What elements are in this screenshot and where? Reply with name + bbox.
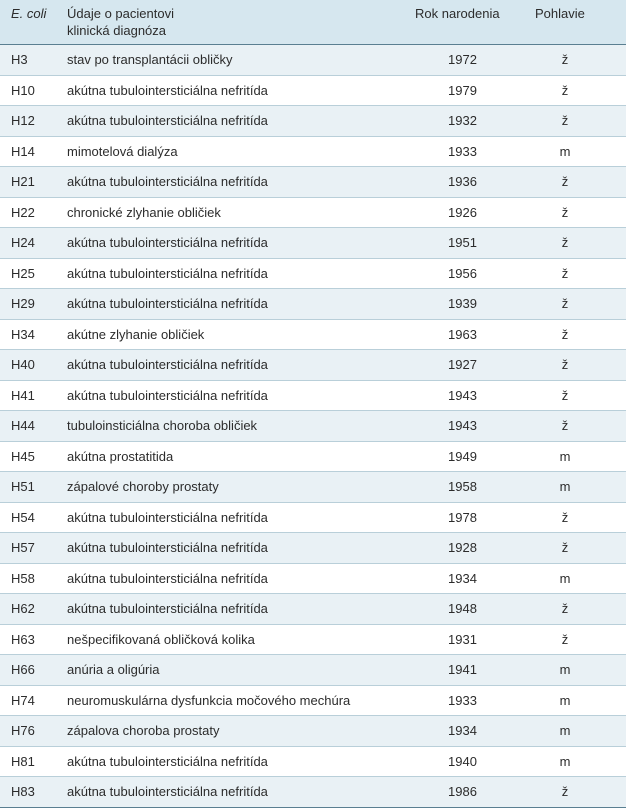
table-row <box>0 442 626 473</box>
cell-sex: m <box>559 723 571 738</box>
header-year: Rok narodenia <box>415 6 500 21</box>
cell-diagnosis: akútna prostatitida <box>67 448 174 464</box>
table-row <box>0 76 626 107</box>
cell-ecoli-id: H10 <box>11 82 35 98</box>
cell-diagnosis: anúria a oligúria <box>67 662 160 677</box>
cell-ecoli-id: H44 <box>11 418 35 433</box>
cell-sex: ž <box>561 784 569 799</box>
cell-diagnosis: akútna tubulointersticiálna nefritída <box>67 601 268 616</box>
cell-ecoli-id: H12 <box>11 113 35 128</box>
cell-birth-year: 1934 <box>448 723 477 738</box>
table-row <box>0 503 626 534</box>
cell-ecoli-id: H34 <box>11 326 35 342</box>
table-row <box>0 289 626 320</box>
table-row <box>0 167 626 198</box>
cell-sex: ž <box>561 174 569 189</box>
cell-birth-year: 1978 <box>448 509 477 525</box>
cell-diagnosis: akútna tubulointersticiálna nefritída <box>67 82 268 98</box>
table-row <box>0 747 626 778</box>
table-header <box>0 0 626 45</box>
cell-sex: ž <box>561 631 569 647</box>
cell-ecoli-id: H51 <box>11 479 35 494</box>
cell-diagnosis: neuromuskulárna dysfunkcia močového mechúra <box>67 692 351 708</box>
cell-sex: ž <box>561 509 569 525</box>
cell-ecoli-id: H45 <box>11 448 35 464</box>
cell-sex: m <box>559 753 571 769</box>
cell-ecoli-id: H81 <box>11 753 35 769</box>
header-ecoli: E. coli <box>11 6 47 21</box>
cell-sex: ž <box>561 357 569 372</box>
cell-birth-year: 1948 <box>448 601 477 616</box>
cell-diagnosis: akútne zlyhanie obličiek <box>67 326 205 342</box>
cell-ecoli-id: H29 <box>11 296 35 311</box>
cell-sex: m <box>559 143 571 159</box>
cell-diagnosis: akútna tubulointersticiálna nefritída <box>67 570 268 586</box>
table-row <box>0 777 626 808</box>
cell-sex: ž <box>561 82 569 98</box>
cell-diagnosis: akútna tubulointersticiálna nefritída <box>67 784 268 799</box>
cell-ecoli-id: H76 <box>11 723 35 738</box>
cell-diagnosis: nešpecifikovaná obličková kolika <box>67 631 255 647</box>
cell-diagnosis: akútna tubulointersticiálna nefritída <box>67 540 268 555</box>
cell-diagnosis: zápalové choroby prostaty <box>67 479 219 494</box>
cell-diagnosis: tubuloinsticiálna choroba obličiek <box>67 418 258 433</box>
cell-diagnosis: akútna tubulointersticiálna nefritída <box>67 113 268 128</box>
cell-birth-year: 1943 <box>448 418 477 433</box>
cell-diagnosis: zápalova choroba prostaty <box>67 723 220 738</box>
cell-birth-year: 1927 <box>448 357 477 372</box>
cell-sex: ž <box>561 52 569 67</box>
cell-birth-year: 1931 <box>448 631 477 647</box>
table-body <box>0 45 626 808</box>
cell-diagnosis: akútna tubulointersticiálna nefritída <box>67 357 268 372</box>
cell-sex: ž <box>561 601 569 616</box>
cell-sex: m <box>559 448 571 464</box>
table-row <box>0 625 626 656</box>
cell-sex: ž <box>561 296 569 311</box>
cell-ecoli-id: H14 <box>11 143 35 159</box>
cell-birth-year: 1933 <box>448 692 477 708</box>
cell-ecoli-id: H3 <box>11 52 28 67</box>
table-row <box>0 564 626 595</box>
cell-ecoli-id: H83 <box>11 784 35 799</box>
cell-birth-year: 1956 <box>448 265 477 281</box>
cell-diagnosis: akútna tubulointersticiálna nefritída <box>67 174 268 189</box>
cell-birth-year: 1972 <box>448 52 477 67</box>
cell-birth-year: 1933 <box>448 143 477 159</box>
cell-sex: ž <box>561 326 569 342</box>
cell-birth-year: 1963 <box>448 326 477 342</box>
cell-sex: m <box>559 662 571 677</box>
cell-birth-year: 1951 <box>448 235 477 250</box>
table-row <box>0 228 626 259</box>
cell-ecoli-id: H40 <box>11 357 35 372</box>
cell-ecoli-id: H22 <box>11 204 35 220</box>
cell-sex: m <box>559 692 571 708</box>
cell-birth-year: 1943 <box>448 387 477 403</box>
cell-ecoli-id: H41 <box>11 387 35 403</box>
header-patient-line1: Údaje o pacientovi <box>67 6 174 21</box>
cell-ecoli-id: H57 <box>11 540 35 555</box>
cell-birth-year: 1949 <box>448 448 477 464</box>
cell-ecoli-id: H24 <box>11 235 35 250</box>
cell-birth-year: 1936 <box>448 174 477 189</box>
cell-sex: ž <box>561 204 569 220</box>
cell-diagnosis: akútna tubulointersticiálna nefritída <box>67 296 268 311</box>
cell-diagnosis: akútna tubulointersticiálna nefritída <box>67 509 268 525</box>
cell-ecoli-id: H74 <box>11 692 35 708</box>
cell-diagnosis: akútna tubulointersticiálna nefritída <box>67 235 268 250</box>
table-row <box>0 655 626 686</box>
cell-birth-year: 1986 <box>448 784 477 799</box>
cell-birth-year: 1928 <box>448 540 477 555</box>
cell-sex: ž <box>561 265 569 281</box>
cell-sex: ž <box>561 113 569 128</box>
cell-birth-year: 1979 <box>448 82 477 98</box>
cell-ecoli-id: H63 <box>11 631 35 647</box>
cell-birth-year: 1934 <box>448 570 477 586</box>
header-sex: Pohlavie <box>535 6 585 21</box>
cell-sex: ž <box>561 387 569 403</box>
cell-diagnosis: akútna tubulointersticiálna nefritída <box>67 387 268 403</box>
table-row <box>0 45 626 76</box>
table-row <box>0 381 626 412</box>
cell-birth-year: 1939 <box>448 296 477 311</box>
cell-diagnosis: akútna tubulointersticiálna nefritída <box>67 265 268 281</box>
table-row <box>0 320 626 351</box>
table-row <box>0 411 626 442</box>
table-row <box>0 106 626 137</box>
cell-sex: m <box>559 479 571 494</box>
cell-sex: ž <box>561 540 569 555</box>
header-patient-line2: klinická diagnóza <box>67 23 167 38</box>
table-row <box>0 594 626 625</box>
cell-ecoli-id: H62 <box>11 601 35 616</box>
table-row <box>0 137 626 168</box>
table-row <box>0 716 626 747</box>
cell-ecoli-id: H54 <box>11 509 35 525</box>
cell-birth-year: 1932 <box>448 113 477 128</box>
cell-diagnosis: akútna tubulointersticiálna nefritída <box>67 753 268 769</box>
cell-diagnosis: mimotelová dialýza <box>67 143 178 159</box>
table-row <box>0 472 626 503</box>
cell-birth-year: 1941 <box>448 662 477 677</box>
cell-sex: ž <box>561 418 569 433</box>
cell-ecoli-id: H58 <box>11 570 35 586</box>
cell-diagnosis: chronické zlyhanie obličiek <box>67 204 221 220</box>
cell-birth-year: 1958 <box>448 479 477 494</box>
header-patient <box>67 5 174 39</box>
cell-ecoli-id: H25 <box>11 265 35 281</box>
table-row <box>0 686 626 717</box>
cell-diagnosis: stav po transplantácii obličky <box>67 52 233 67</box>
cell-birth-year: 1926 <box>448 204 477 220</box>
cell-sex: ž <box>561 235 569 250</box>
table-row <box>0 198 626 229</box>
table-row <box>0 533 626 564</box>
cell-ecoli-id: H66 <box>11 662 35 677</box>
cell-sex: m <box>559 570 571 586</box>
cell-ecoli-id: H21 <box>11 174 35 189</box>
table-row <box>0 259 626 290</box>
table-row <box>0 350 626 381</box>
cell-birth-year: 1940 <box>448 753 477 769</box>
